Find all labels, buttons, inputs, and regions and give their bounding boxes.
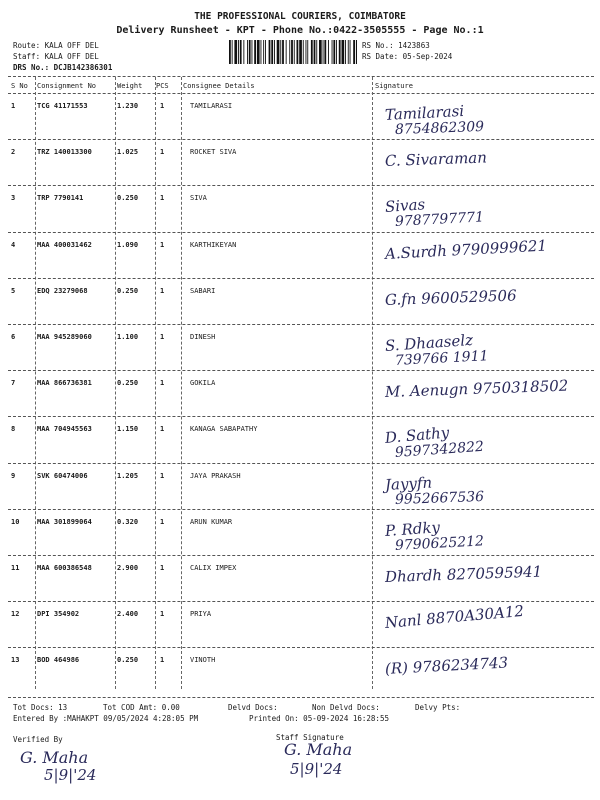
row-consignee-name: SIVA: [190, 194, 207, 203]
col-header-signature: Signature: [375, 82, 413, 90]
row-consignee-name: TAMILARASI: [190, 102, 233, 110]
row-consignment-number: TRZ 140013300: [37, 148, 92, 157]
row-pieces: 1: [160, 610, 165, 619]
row-consignee-name: GOKILA: [190, 379, 216, 388]
row-weight: 1.100: [117, 333, 139, 341]
rs-number: RS No.: 1423863: [362, 41, 430, 50]
row-weight: 0.250: [117, 194, 139, 203]
row-weight: 1.230: [117, 102, 139, 110]
col-header-pcs: PCS: [156, 82, 169, 90]
row-divider: [8, 232, 594, 233]
row-serial-number: 8: [11, 425, 16, 434]
row-pieces: 1: [160, 379, 165, 388]
row-serial-number: 6: [11, 333, 16, 341]
row-serial-number: 4: [11, 240, 16, 249]
route-label: Route: KALA OFF DEL: [13, 41, 99, 50]
col-header-consignment: Consignment No: [37, 82, 97, 90]
table-top-rule: [8, 76, 594, 77]
row-consignee-name: SABARI: [190, 286, 216, 295]
row-divider: [8, 601, 594, 602]
row-serial-number: 10: [11, 517, 20, 526]
row-pieces: 1: [160, 425, 165, 434]
runsheet-subtitle: Delivery Runsheet - KPT - Phone No.:0422-3505555 - Page No.:1: [116, 25, 484, 36]
row-serial-number: 7: [11, 379, 16, 388]
row-handwritten-signature: Sivas: [384, 195, 426, 217]
row-serial-number: 13: [11, 656, 20, 665]
staff-date: 5|9|'24: [290, 760, 343, 778]
row-consignment-number: TCG 41171553: [37, 102, 88, 110]
staff-signature: G. Maha: [284, 740, 353, 759]
entered-by: Entered By :MAHAKPT 09/05/2024 4:28:05 PM: [13, 714, 199, 723]
row-handwritten-signature: Dhardh 8270595941: [384, 562, 543, 586]
drs-number: DRS No.: DCJB142386301: [13, 63, 113, 72]
row-divider: [8, 463, 594, 464]
row-pieces: 1: [160, 471, 165, 480]
row-handwritten-phone: 9787797771: [394, 209, 485, 231]
row-consignment-number: TRP 7790141: [37, 194, 84, 203]
row-consignee-name: ARUN KUMAR: [190, 517, 233, 526]
staff-signature-label: Staff Signature: [276, 733, 344, 742]
row-weight: 0.320: [117, 517, 139, 526]
row-consignee-name: JAYA PRAKASH: [190, 471, 241, 480]
col-header-weight: Weight: [117, 82, 143, 90]
row-divider: [8, 647, 594, 648]
row-serial-number: 2: [11, 148, 16, 157]
row-handwritten-signature: A.Surdh 9790999621: [384, 236, 548, 263]
total-docs: Tot Docs: 13: [13, 703, 68, 712]
row-handwritten-signature: D. Sathy: [384, 423, 450, 448]
row-consignment-number: MAA 600386548: [37, 564, 92, 572]
rs-date: RS Date: 05-Sep-2024: [362, 52, 453, 61]
column-divider: [35, 77, 36, 689]
verified-date: 5|9|'24: [44, 766, 97, 784]
row-divider: [8, 278, 594, 279]
row-consignment-number: MAA 945289060: [37, 333, 92, 341]
footer-rule: [8, 697, 594, 698]
column-divider: [155, 77, 156, 689]
row-weight: 1.205: [117, 471, 139, 480]
row-consignment-number: SVK 60474006: [37, 471, 88, 480]
row-weight: 0.250: [117, 656, 139, 665]
delivery-points: Delvy Pts:: [415, 703, 461, 712]
barcode-image: [229, 40, 357, 64]
company-title: THE PROFESSIONAL COURIERS, COIMBATORE: [194, 11, 406, 22]
row-consignee-name: VINOTH: [190, 656, 216, 665]
row-divider: [8, 555, 594, 556]
row-handwritten-signature: P. Rdky: [384, 517, 441, 540]
row-pieces: 1: [160, 286, 165, 295]
row-weight: 1.150: [117, 425, 139, 434]
row-pieces: 1: [160, 102, 165, 110]
non-delivered-docs: Non Delvd Docs:: [312, 703, 380, 712]
row-consignment-number: MAA 400031462: [37, 240, 92, 249]
verified-signature: G. Maha: [20, 748, 89, 767]
row-handwritten-signature: Tamilarasi: [384, 101, 465, 124]
row-serial-number: 5: [11, 286, 16, 295]
row-handwritten-signature: Nanl 8870A30A12: [384, 602, 525, 633]
row-weight: 1.025: [117, 148, 139, 157]
row-serial-number: 12: [11, 610, 20, 619]
verified-by-label: Verified By: [13, 735, 63, 744]
staff-label: Staff: KALA OFF DEL: [13, 52, 99, 61]
row-pieces: 1: [160, 333, 165, 341]
row-pieces: 1: [160, 517, 165, 526]
row-handwritten-signature: G.fn 9600529506: [384, 286, 517, 309]
row-handwritten-phone: 739766 1911: [394, 348, 489, 369]
row-consignee-name: ROCKET SIVA: [190, 148, 237, 157]
col-header-consignee: Consignee Details: [183, 82, 255, 90]
row-consignee-name: CALIX IMPEX: [190, 564, 237, 572]
row-handwritten-phone: 9952667536: [394, 488, 485, 508]
row-consignee-name: DINESH: [190, 333, 216, 341]
row-consignee-name: KANAGA SABAPATHY: [190, 425, 258, 434]
row-pieces: 1: [160, 656, 165, 665]
row-consignment-number: DPI 354902: [37, 610, 80, 619]
row-pieces: 1: [160, 564, 165, 572]
row-divider: [8, 139, 594, 140]
row-handwritten-phone: 9597342822: [394, 439, 485, 462]
row-weight: 2.900: [117, 564, 139, 572]
row-weight: 0.250: [117, 379, 139, 388]
col-header-sno: S No: [11, 82, 28, 90]
row-handwritten-signature: C. Sivaraman: [384, 148, 488, 171]
row-pieces: 1: [160, 240, 165, 249]
row-handwritten-signature: M. Aenugn 9750318502: [384, 376, 569, 402]
row-serial-number: 3: [11, 194, 16, 203]
row-divider: [8, 324, 594, 325]
row-consignment-number: MAA 866736381: [37, 379, 92, 388]
row-consignment-number: MAA 301899064: [37, 517, 92, 526]
table-header-rule: [8, 93, 594, 94]
column-divider: [372, 77, 373, 689]
row-weight: 0.250: [117, 286, 139, 295]
row-serial-number: 11: [11, 564, 20, 572]
row-consignee-name: KARTHIKEYAN: [190, 240, 237, 249]
delivered-docs: Delvd Docs:: [228, 703, 278, 712]
row-weight: 2.400: [117, 610, 139, 619]
row-handwritten-phone: 9790625212: [394, 533, 485, 554]
row-handwritten-phone: 8754862309: [394, 118, 485, 138]
row-consignee-name: PRIYA: [190, 610, 212, 619]
row-divider: [8, 416, 594, 417]
row-handwritten-signature: (R) 9786234743: [384, 653, 509, 679]
row-handwritten-signature: Jayyfn: [384, 473, 433, 494]
row-consignment-number: MAA 704945563: [37, 425, 92, 434]
row-divider: [8, 185, 594, 186]
row-serial-number: 1: [11, 102, 16, 110]
row-consignment-number: EDQ 23279068: [37, 286, 88, 295]
column-divider: [181, 77, 182, 689]
row-pieces: 1: [160, 148, 165, 157]
row-divider: [8, 370, 594, 371]
row-weight: 1.090: [117, 240, 139, 249]
total-cod-amount: Tot COD Amt: 0.00: [103, 703, 180, 712]
row-divider: [8, 509, 594, 510]
row-handwritten-signature: S. Dhaaselz: [384, 330, 474, 355]
row-pieces: 1: [160, 194, 165, 203]
printed-on: Printed On: 05-09-2024 16:28:55: [249, 714, 389, 723]
row-serial-number: 9: [11, 471, 16, 480]
column-divider: [115, 77, 116, 689]
row-consignment-number: BOD 464986: [37, 656, 80, 665]
